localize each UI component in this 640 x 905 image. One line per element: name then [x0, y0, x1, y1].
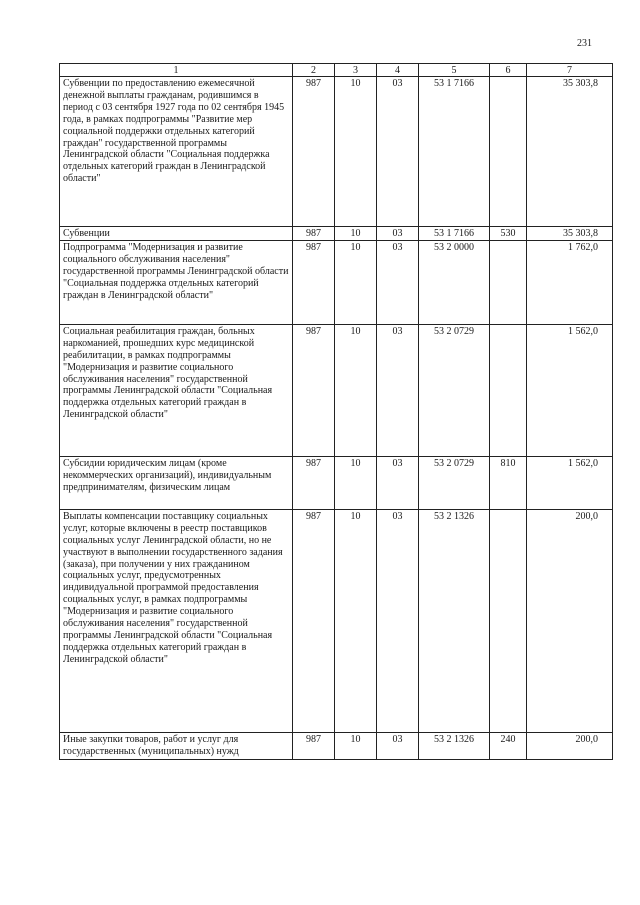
row-name: Субвенции	[60, 227, 293, 241]
cell-expense-type: 240	[490, 732, 527, 759]
cell-target-code: 53 2 1326	[419, 732, 490, 759]
cell-section: 10	[335, 77, 377, 227]
row-name: Иные закупки товаров, работ и услуг для государственных (муниципальных) нужд	[60, 732, 293, 759]
column-header: 3	[335, 64, 377, 77]
column-header: 1	[60, 64, 293, 77]
table-row	[60, 509, 613, 732]
cell-section: 10	[335, 227, 377, 241]
cell-section: 10	[335, 732, 377, 759]
table-row	[60, 324, 613, 456]
cell-subsection: 03	[377, 227, 419, 241]
cell-target-code: 53 2 0729	[419, 456, 490, 509]
table-row	[60, 732, 613, 759]
table-row	[60, 456, 613, 509]
table-row	[60, 227, 613, 241]
column-header: 4	[377, 64, 419, 77]
cell-amount: 200,0	[527, 509, 613, 732]
cell-section: 10	[335, 324, 377, 456]
cell-target-code: 53 1 7166	[419, 77, 490, 227]
header-row	[60, 64, 613, 77]
page-number: 231	[577, 38, 592, 49]
column-header: 7	[527, 64, 613, 77]
cell-expense-type	[490, 324, 527, 456]
cell-subsection: 03	[377, 509, 419, 732]
cell-subsection: 03	[377, 456, 419, 509]
cell-section: 10	[335, 509, 377, 732]
cell-amount: 35 303,8	[527, 227, 613, 241]
cell-target-code: 53 1 7166	[419, 227, 490, 241]
cell-expense-type	[490, 77, 527, 227]
budget-table	[59, 63, 613, 760]
cell-expense-type	[490, 240, 527, 324]
cell-admin-code: 987	[293, 509, 335, 732]
row-name: Субсидии юридическим лицам (кроме некоммерческих организаций), индивидуальным предпринимателям, физическим лицам	[60, 456, 293, 509]
cell-subsection: 03	[377, 732, 419, 759]
cell-expense-type	[490, 509, 527, 732]
cell-admin-code: 987	[293, 77, 335, 227]
cell-section: 10	[335, 456, 377, 509]
cell-admin-code: 987	[293, 240, 335, 324]
column-header: 2	[293, 64, 335, 77]
cell-subsection: 03	[377, 240, 419, 324]
cell-target-code: 53 2 0729	[419, 324, 490, 456]
cell-admin-code: 987	[293, 227, 335, 241]
table-row	[60, 77, 613, 227]
cell-admin-code: 987	[293, 732, 335, 759]
cell-expense-type: 530	[490, 227, 527, 241]
row-name: Субвенции по предоставлению ежемесячной денежной выплаты гражданам, родившимся в период с 03 сентября 1927 года по 02 сентября 1945 года, в рамках подпрограммы "Развитие мер социальной поддержки отдельных категорий граждан" государственной программы Ленинградской области "Социальная поддержка отдельных категорий граждан в Ленинградской области"	[60, 77, 293, 227]
row-name: Социальная реабилитация граждан, больных наркоманией, прошедших курс медицинской реабилитации, в рамках подпрограммы "Модернизация и развитие социального обслуживания населения" государственной программы Ленинградской области "Социальная поддержка отдельных категорий граждан в Ленинградской области"	[60, 324, 293, 456]
cell-subsection: 03	[377, 77, 419, 227]
row-name: Подпрограмма "Модернизация и развитие социального обслуживания населения" государственной программы Ленинградской области "Социальная поддержка отдельных категорий граждан в Ленинградской области"	[60, 240, 293, 324]
column-header: 5	[419, 64, 490, 77]
cell-amount: 200,0	[527, 732, 613, 759]
table-row	[60, 240, 613, 324]
cell-subsection: 03	[377, 324, 419, 456]
cell-target-code: 53 2 1326	[419, 509, 490, 732]
cell-target-code: 53 2 0000	[419, 240, 490, 324]
row-name: Выплаты компенсации поставщику социальных услуг, которые включены в реестр поставщиков социальных услуг Ленинградской области, но не участвуют в выполнении государственного задания (заказа), при получении у них гражданином социальных услуг, предусмотренных индивидуальной программой предоставления социальных услуг, в рамках подпрограммы "Модернизация и развитие социального обслуживания населения" государственной программы Ленинградской области "Социальная поддержка отдельных категорий граждан в Ленинградской области"	[60, 509, 293, 732]
cell-amount: 35 303,8	[527, 77, 613, 227]
cell-amount: 1 562,0	[527, 456, 613, 509]
cell-admin-code: 987	[293, 324, 335, 456]
column-header: 6	[490, 64, 527, 77]
cell-admin-code: 987	[293, 456, 335, 509]
cell-amount: 1 762,0	[527, 240, 613, 324]
cell-expense-type: 810	[490, 456, 527, 509]
cell-section: 10	[335, 240, 377, 324]
cell-amount: 1 562,0	[527, 324, 613, 456]
